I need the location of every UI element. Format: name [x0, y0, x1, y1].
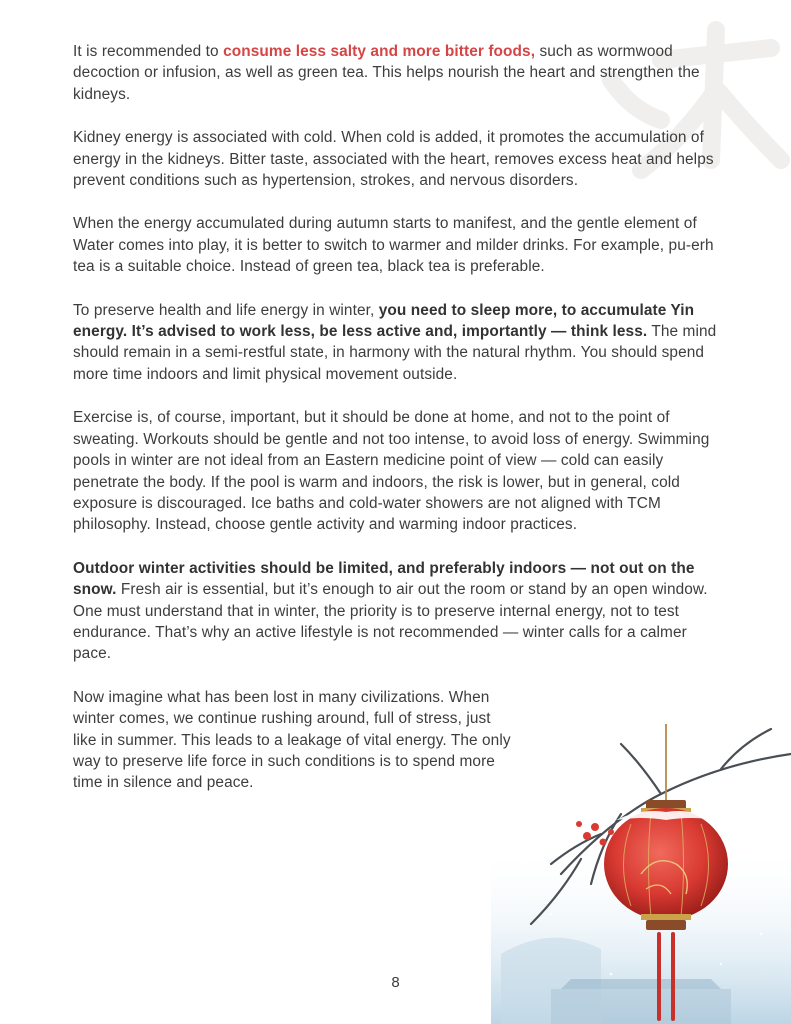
paragraph-outdoor-activities — [73, 558, 725, 665]
paragraph-warmer-drinks: When the energy accumulated during autumn starts to manifest, and the gentle element of Water comes into play, it is better to switch to warmer and milder drinks. For example, pu-erh tea is a suitable choice. Instead of green tea, black tea is preferable. — [73, 215, 714, 276]
page-number: 8 — [391, 974, 400, 991]
bold-text: Outdoor winter activities should be limited, and preferably indoors — not out on the snow. — [73, 559, 695, 599]
bold-text: you need to sleep more, to accumulate Yin energy. It’s advised to work less, be less active and, importantly — think less. — [73, 301, 695, 341]
paragraph-salty-bitter-foods — [73, 41, 725, 105]
paragraph-lost-civilizations: Now imagine what has been lost in many civilizations. When winter comes, we continue rushing around, full of stress, just like in summer. This leads to a leakage of vital energy. The only way to preserve life force in such conditions is to spend more time in silence and peace. — [73, 688, 511, 792]
paragraph-text: The mind should remain in a semi-restful state, in harmony with the natural rhythm. You should spend more time indoors and limit physical movement outside. — [73, 323, 717, 383]
paragraph-kidney-energy: Kidney energy is associated with cold. When cold is added, it promotes the accumulation of energy in the kidneys. Bitter taste, associated with the heart, removes excess heat and helps prevent conditions such as hypertension, strokes, and nervous disorders. — [73, 129, 714, 190]
paragraph-text: such as wormwood decoction or infusion, as well as green tea. This helps nourish the heart and strengthen the kidneys. — [73, 43, 700, 103]
paragraph-exercise: Exercise is, of course, important, but it should be done at home, and not to the point of sweating. Workouts should be gentle and not too intense, to avoid loss of energy. Swimming pools in winter are not ideal from an Eastern medicine point of view — cold can easily penetrate the body. If the pool is warm and indoors, the risk is lower, but in general, cold exposure is discouraged. Ice baths and cold-water showers are not aligned with TCM philosophy. Instead, choose gentle activity and warming indoor practices. — [73, 409, 710, 534]
paragraph-text: It is recommended to — [73, 43, 224, 60]
paragraph-text: To preserve health and life energy in winter, — [73, 301, 379, 319]
paragraph-preserve-energy — [73, 300, 725, 386]
article-body — [73, 41, 725, 816]
highlight-text: consume less salty and more bitter foods, — [223, 43, 536, 60]
paragraph-text: Fresh air is essential, but it’s enough to air out the room or stand by an open window. One must understand that in winter, the priority is to preserve internal energy, not to test endurance. That’s why an active lifestyle is not recommended — winter calls for a calmer pace. — [73, 581, 708, 663]
